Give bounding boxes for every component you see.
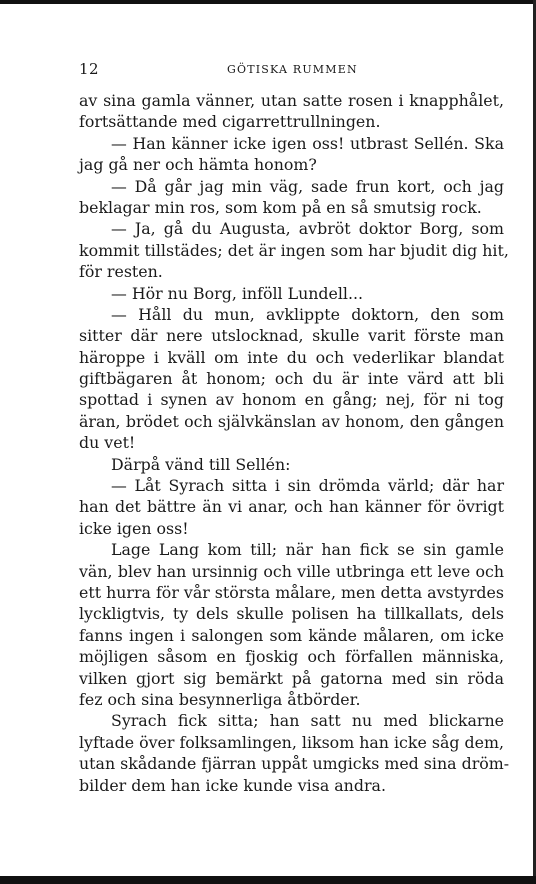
page-header bbox=[79, 60, 504, 80]
text-line: lyckligtvis, ty dels skulle polisen ha tillkallats, dels bbox=[79, 604, 504, 624]
text-line: giftbägaren åt honom; och du är inte värd att bli bbox=[79, 369, 504, 389]
text-line: — Han känner icke igen oss! utbrast Sellén. Ska bbox=[111, 133, 504, 153]
running-title: GÖTISKA RUMMEN bbox=[227, 63, 358, 76]
text-line: fortsättande med cigarrettrullningen. bbox=[79, 112, 381, 132]
text-line: lyftade över folksamlingen, liksom han icke såg dem, bbox=[79, 732, 504, 752]
text-line: spottad i synen av honom en gång; nej, för ni tog bbox=[79, 390, 504, 410]
text-line: vän, blev han ursinnig och ville utbringa ett leve och bbox=[79, 561, 504, 581]
text-line: vilken gjort sig bemärkt på gatorna med sin röda bbox=[79, 668, 504, 688]
text-line: äran, brödet och självkänslan av honom, den gången bbox=[79, 411, 504, 431]
text-line: häroppe i kväll om inte du och vederlikar blandat bbox=[79, 347, 504, 367]
bottom-edge-rule bbox=[0, 876, 536, 884]
text-line: möjligen såsom en fjoskig och förfallen människa, bbox=[79, 647, 504, 667]
text-line: kommit tillstädes; det är ingen som har bjudit dig hit, bbox=[79, 240, 509, 260]
text-line: ett hurra för vår största målare, men detta avstyrdes bbox=[79, 582, 504, 602]
text-line: sitter där nere utslocknad, skulle varit förste man bbox=[79, 326, 504, 346]
text-line: — Då går jag min väg, sade frun kort, och jag bbox=[111, 176, 504, 196]
text-line: Lage Lang kom till; när han fick se sin gamle bbox=[111, 540, 504, 560]
text-line: — Hör nu Borg, inföll Lundell... bbox=[111, 283, 364, 303]
text-line: för resten. bbox=[79, 262, 163, 282]
text-line: av sina gamla vänner, utan satte rosen i knapphålet, bbox=[79, 91, 504, 110]
text-line: utan skådande fjärran uppåt umgicks med sina dröm- bbox=[79, 754, 510, 774]
top-edge-rule bbox=[0, 0, 536, 4]
page-number: 12 bbox=[79, 60, 100, 78]
text-line: jag gå ner och hämta honom? bbox=[79, 155, 317, 175]
text-line: han det bättre än vi anar, och han känner för övrigt bbox=[79, 497, 504, 517]
text-line: Därpå vänd till Sellén: bbox=[111, 454, 291, 474]
text-line: icke igen oss! bbox=[79, 518, 189, 538]
text-line: — Ja, gå du Augusta, avbröt doktor Borg, som bbox=[111, 219, 504, 239]
text-line: fanns ingen i salongen som kände målaren, om icke bbox=[79, 625, 504, 645]
text-line: fez och sina besynnerliga åtbörder. bbox=[79, 689, 361, 709]
body-text bbox=[79, 90, 510, 796]
text-line: — Låt Syrach sitta i sin drömda värld; där har bbox=[111, 476, 504, 496]
text-line: bilder dem han icke kunde visa andra. bbox=[79, 775, 386, 795]
text-line: du vet! bbox=[79, 433, 136, 453]
text-line: beklagar min ros, som kom på en så smutsig rock. bbox=[79, 197, 482, 217]
text-line: Syrach fick sitta; han satt nu med blickarne bbox=[111, 711, 504, 731]
text-line: — Håll du mun, avklippte doktorn, den som bbox=[111, 304, 504, 324]
